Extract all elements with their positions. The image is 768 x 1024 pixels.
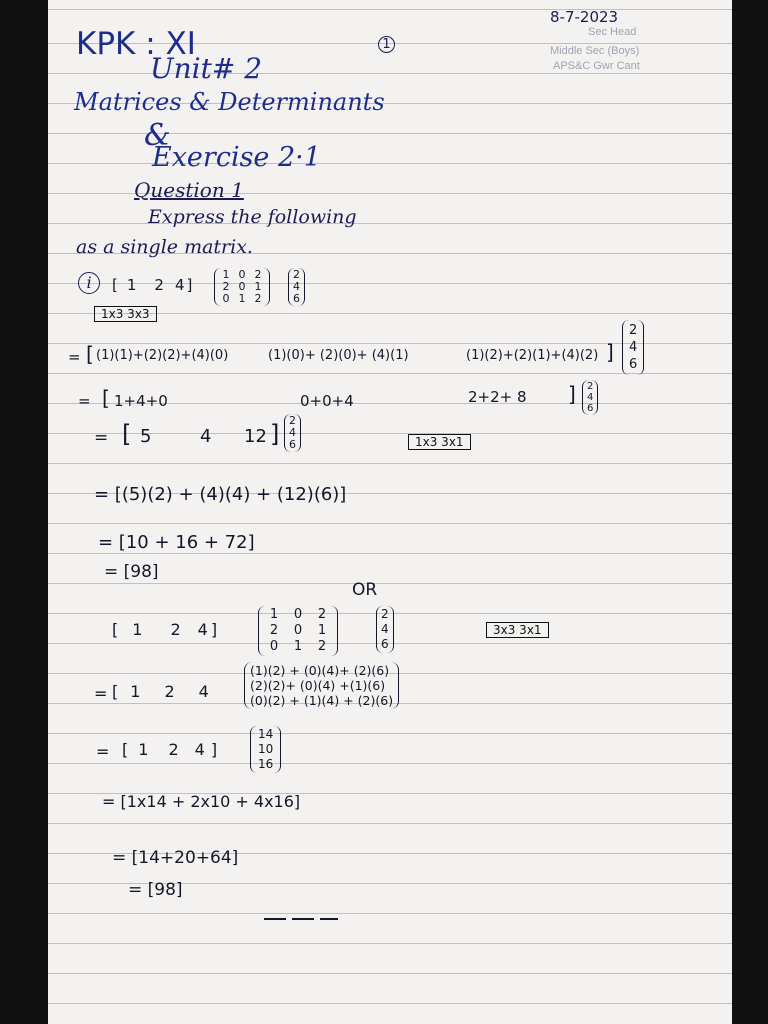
step-term: (1)(1)+(2)(2)+(4)(0)	[96, 348, 229, 363]
matrix-entry: 2	[254, 292, 262, 305]
vector-entry: 10	[258, 742, 274, 756]
matrix-entry: 1	[293, 639, 303, 654]
step-term: 2+2+ 8	[468, 388, 527, 406]
matrix-entry: 2	[269, 623, 279, 638]
step-equals: =	[94, 684, 108, 703]
row-vector: [ 1 2 4	[112, 682, 209, 701]
row-vector-entry: 4	[194, 740, 205, 759]
vector-entry: 4	[629, 340, 638, 355]
row-vector-entry: 2	[154, 276, 164, 294]
step-term: 0+0+4	[300, 392, 354, 410]
vector-entry: 4	[293, 280, 300, 293]
page-number: 1	[378, 36, 395, 53]
vector-entry: 2	[629, 323, 638, 338]
matrix-entry: 1	[254, 280, 262, 293]
step-row-bracket: [	[86, 342, 94, 366]
matrix-entry: 1	[317, 623, 327, 638]
page-title: KPK : XI	[76, 26, 196, 62]
question-prompt-1: Express the following	[148, 206, 357, 228]
row-vector: [ 1 2 4 ]	[122, 740, 218, 759]
expanded-row: (1)(2) + (0)(4)+ (2)(6)	[250, 663, 390, 678]
order-tag: 3x3 3x1	[486, 622, 549, 638]
row-vector-entry: 2	[168, 740, 179, 759]
step-row-bracket: ]	[270, 420, 280, 448]
step-row-bracket: [	[102, 386, 110, 410]
notebook-page	[48, 0, 732, 1024]
step-term: (1)(0)+ (2)(0)+ (4)(1)	[268, 348, 409, 363]
row-vector-entry: 4	[198, 682, 209, 701]
step-term: 1+4+0	[114, 392, 168, 410]
end-mark	[264, 918, 286, 920]
part-label: i	[78, 272, 100, 294]
expanded-row: (0)(2) + (1)(4) + (2)(6)	[250, 693, 394, 708]
stamp-line-1: Sec Head	[588, 26, 637, 38]
row-vector-entry: 4	[197, 620, 208, 639]
step-equals: =	[94, 428, 109, 448]
matrix-entry: 0	[238, 280, 246, 293]
step-term: 5	[140, 426, 152, 447]
row-vector-entry: 2	[170, 620, 181, 639]
topic-heading: Matrices & Determinants	[74, 88, 385, 116]
expanded-row: (2)(2)+ (0)(4) +(1)(6)	[250, 678, 386, 693]
vector-entry: 2	[289, 414, 296, 427]
row-vector-entry: 1	[130, 682, 141, 701]
coefficient-matrix	[258, 606, 338, 656]
expanded-column	[244, 662, 399, 709]
matrix-entry: 1	[269, 607, 279, 622]
matrix-entry: 2	[254, 268, 262, 281]
step-term: 12	[244, 426, 267, 447]
unit-heading: Unit# 2	[150, 52, 263, 85]
step-row-bracket: [	[122, 420, 132, 448]
row-vector-entry: 1	[132, 620, 143, 639]
vector-entry: 2	[587, 381, 594, 392]
exercise-heading: Exercise 2·1	[152, 142, 321, 173]
matrix-entry: 0	[269, 639, 279, 654]
vector-entry: 2	[381, 607, 389, 621]
coefficient-matrix	[214, 268, 270, 306]
vector-entry: 4	[381, 622, 389, 636]
vector-entry: 6	[293, 292, 300, 305]
product-column	[250, 726, 281, 773]
step-line: = [10 + 16 + 72]	[98, 532, 255, 553]
matrix-entry: 0	[293, 607, 303, 622]
result-line: = [98]	[128, 880, 183, 900]
vector-entry: 6	[587, 403, 594, 414]
step-line: = [(5)(2) + (4)(4) + (12)(6)]	[94, 484, 347, 505]
end-mark	[320, 918, 338, 920]
stamp-line-2: Middle Sec (Boys)	[550, 45, 640, 57]
ampersand-decoration: &	[144, 118, 171, 153]
matrix-entry: 0	[222, 292, 230, 305]
order-tag: 1x3 3x1	[408, 434, 471, 450]
or-separator: OR	[352, 580, 378, 600]
date: 8-7-2023	[550, 8, 619, 26]
question-label: Question 1	[134, 178, 244, 202]
row-vector: [ 1 2 4 ]	[112, 276, 193, 294]
vector-entry: 16	[258, 757, 274, 771]
column-vector	[582, 380, 598, 415]
step-term: (1)(2)+(2)(1)+(4)(2)	[466, 348, 599, 363]
vector-entry: 4	[289, 426, 296, 439]
vector-entry: 6	[381, 637, 389, 651]
row-vector-entry: 1	[138, 740, 149, 759]
row-vector-entry: 4	[174, 276, 185, 294]
result-line: = [98]	[104, 562, 159, 582]
step-line: = [1x14 + 2x10 + 4x16]	[102, 792, 301, 811]
vector-entry: 6	[629, 357, 638, 372]
vector-entry: 2	[293, 268, 300, 281]
vector-entry: 4	[587, 392, 594, 403]
matrix-entry: 2	[317, 639, 327, 654]
step-row-bracket: ]	[568, 382, 576, 406]
row-vector-entry: 2	[164, 682, 175, 701]
column-vector	[284, 414, 301, 452]
row-vector: [ 1 2 4 ]	[112, 620, 218, 639]
step-equals: =	[96, 742, 110, 761]
matrix-entry: 0	[238, 268, 246, 281]
vector-entry: 14	[258, 727, 274, 741]
matrix-entry: 2	[222, 280, 230, 293]
order-tag: 1x3 3x3	[94, 306, 157, 322]
column-vector	[376, 606, 394, 653]
row-vector-entry: 1	[126, 276, 137, 294]
step-equals: =	[68, 348, 81, 366]
vector-entry: 6	[289, 438, 296, 451]
matrix-entry: 0	[293, 623, 303, 638]
matrix-entry: 1	[238, 292, 246, 305]
column-vector	[622, 320, 644, 375]
question-prompt-2: as a single matrix.	[76, 236, 253, 258]
step-row-bracket: ]	[606, 340, 614, 364]
step-equals: =	[78, 392, 91, 410]
step-line: = [14+20+64]	[112, 848, 239, 868]
step-term: 4	[200, 426, 212, 447]
stamp-line-3: APS&C Gwr Cant	[553, 60, 640, 72]
end-mark	[292, 918, 314, 920]
matrix-entry: 1	[222, 268, 230, 281]
matrix-entry: 2	[317, 607, 327, 622]
column-vector	[288, 268, 305, 306]
